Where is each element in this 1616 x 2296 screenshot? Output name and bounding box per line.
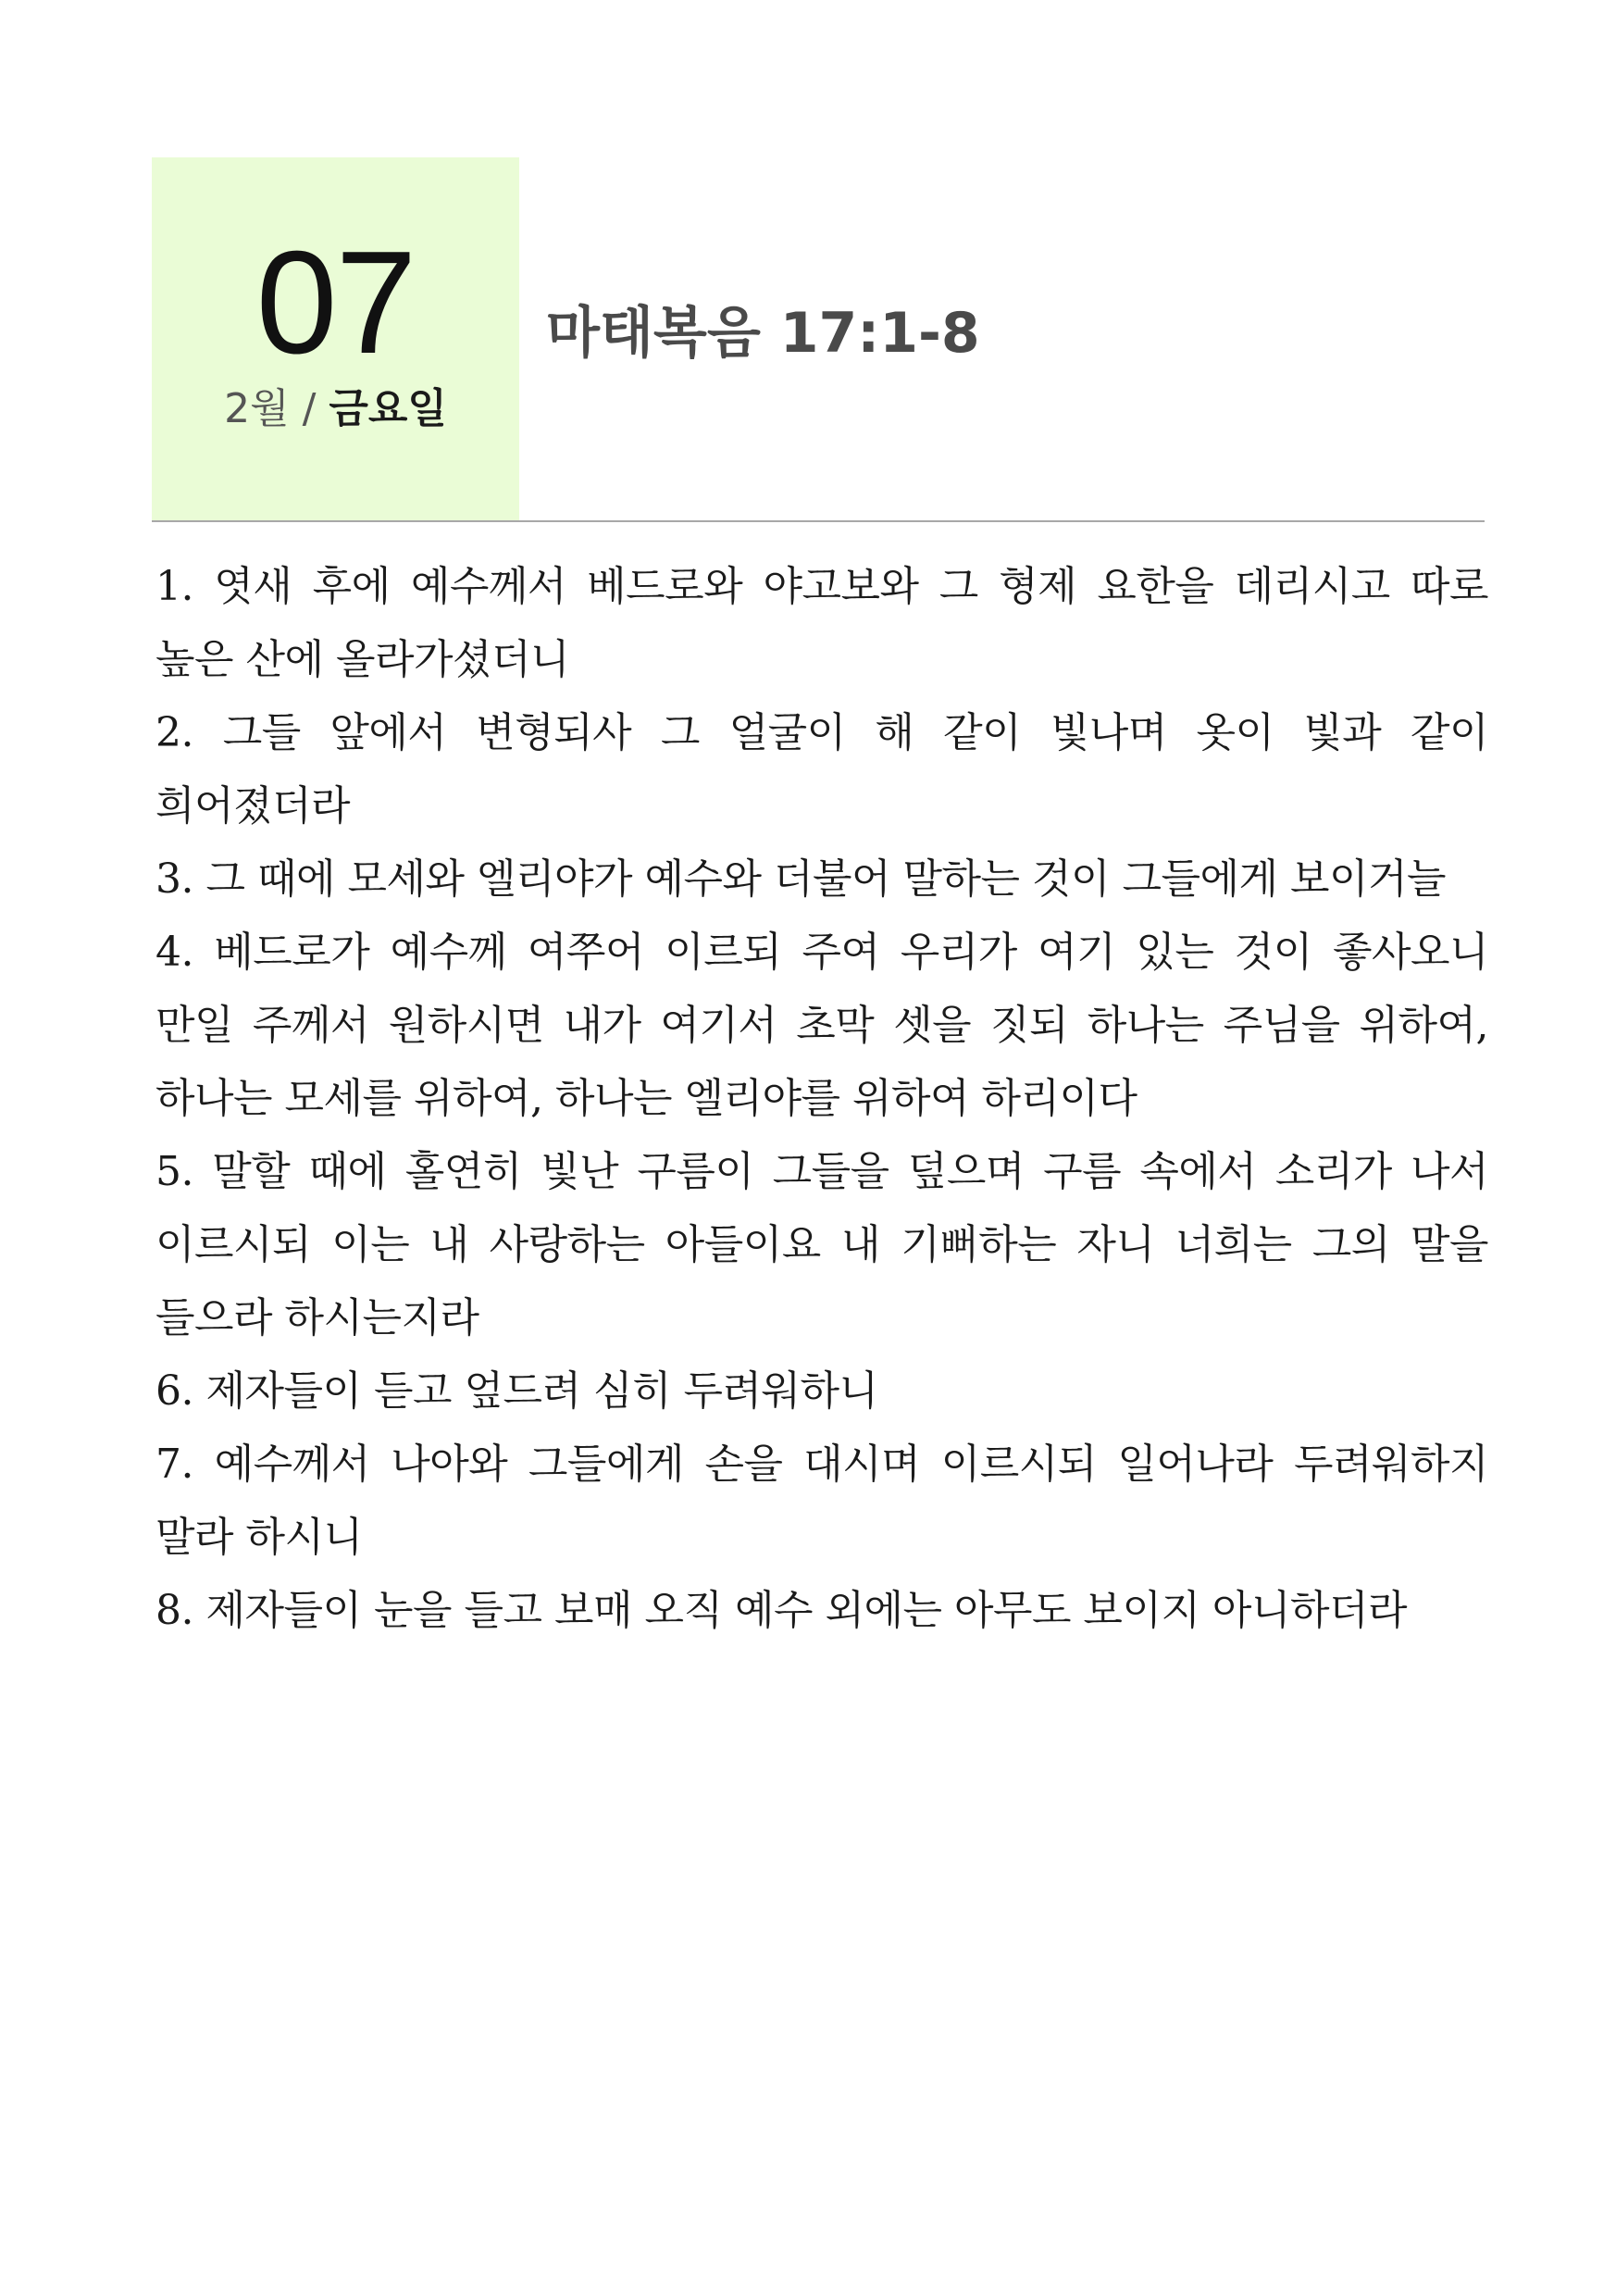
verse-list — [155, 550, 1488, 1647]
date-separator: / — [302, 385, 317, 432]
date-box — [152, 157, 519, 520]
verse-2: 2. 그들 앞에서 변형되사 그 얼굴이 해 같이 빛나며 옷이 빛과 같이 희어졌더라 — [155, 709, 1488, 830]
verse-1: 1. 엿새 후에 예수께서 베드로와 야고보와 그 형제 요한을 데리시고 따로 높은 산에 올라가셨더니 — [155, 563, 1488, 683]
verse-3: 3. 그 때에 모세와 엘리야가 예수와 더불어 말하는 것이 그들에게 보이거늘 — [155, 855, 1446, 903]
day-number: 07 — [255, 221, 416, 384]
weekday-label: 금요일 — [329, 385, 447, 432]
month-label: 2월 — [224, 385, 290, 432]
verse-4: 4. 베드로가 예수께 여쭈어 이르되 주여 우리가 여기 있는 것이 좋사오니 만일 주께서 원하시면 내가 여기서 초막 셋을 짓되 하나는 주님을 위하여, 하나는 모세를 위하여, 하나는 엘리야를 위하여 하리이다 — [155, 929, 1488, 1122]
verse-7: 7. 예수께서 나아와 그들에게 손을 대시며 이르시되 일어나라 두려워하지 말라 하시니 — [155, 1441, 1488, 1561]
verse-5: 5. 말할 때에 홀연히 빛난 구름이 그들을 덮으며 구름 속에서 소리가 나서 이르시되 이는 내 사랑하는 아들이요 내 기뻐하는 자니 너희는 그의 말을 들으라 하시는지라 — [155, 1148, 1488, 1341]
date-line — [152, 385, 519, 432]
divider — [152, 520, 1485, 522]
verse-6: 6. 제자들이 듣고 엎드려 심히 두려워하니 — [155, 1367, 878, 1415]
verse-8: 8. 제자들이 눈을 들고 보매 오직 예수 외에는 아무도 보이지 아니하더라 — [155, 1587, 1407, 1634]
passage-title: 마태복음 17:1-8 — [546, 301, 980, 366]
